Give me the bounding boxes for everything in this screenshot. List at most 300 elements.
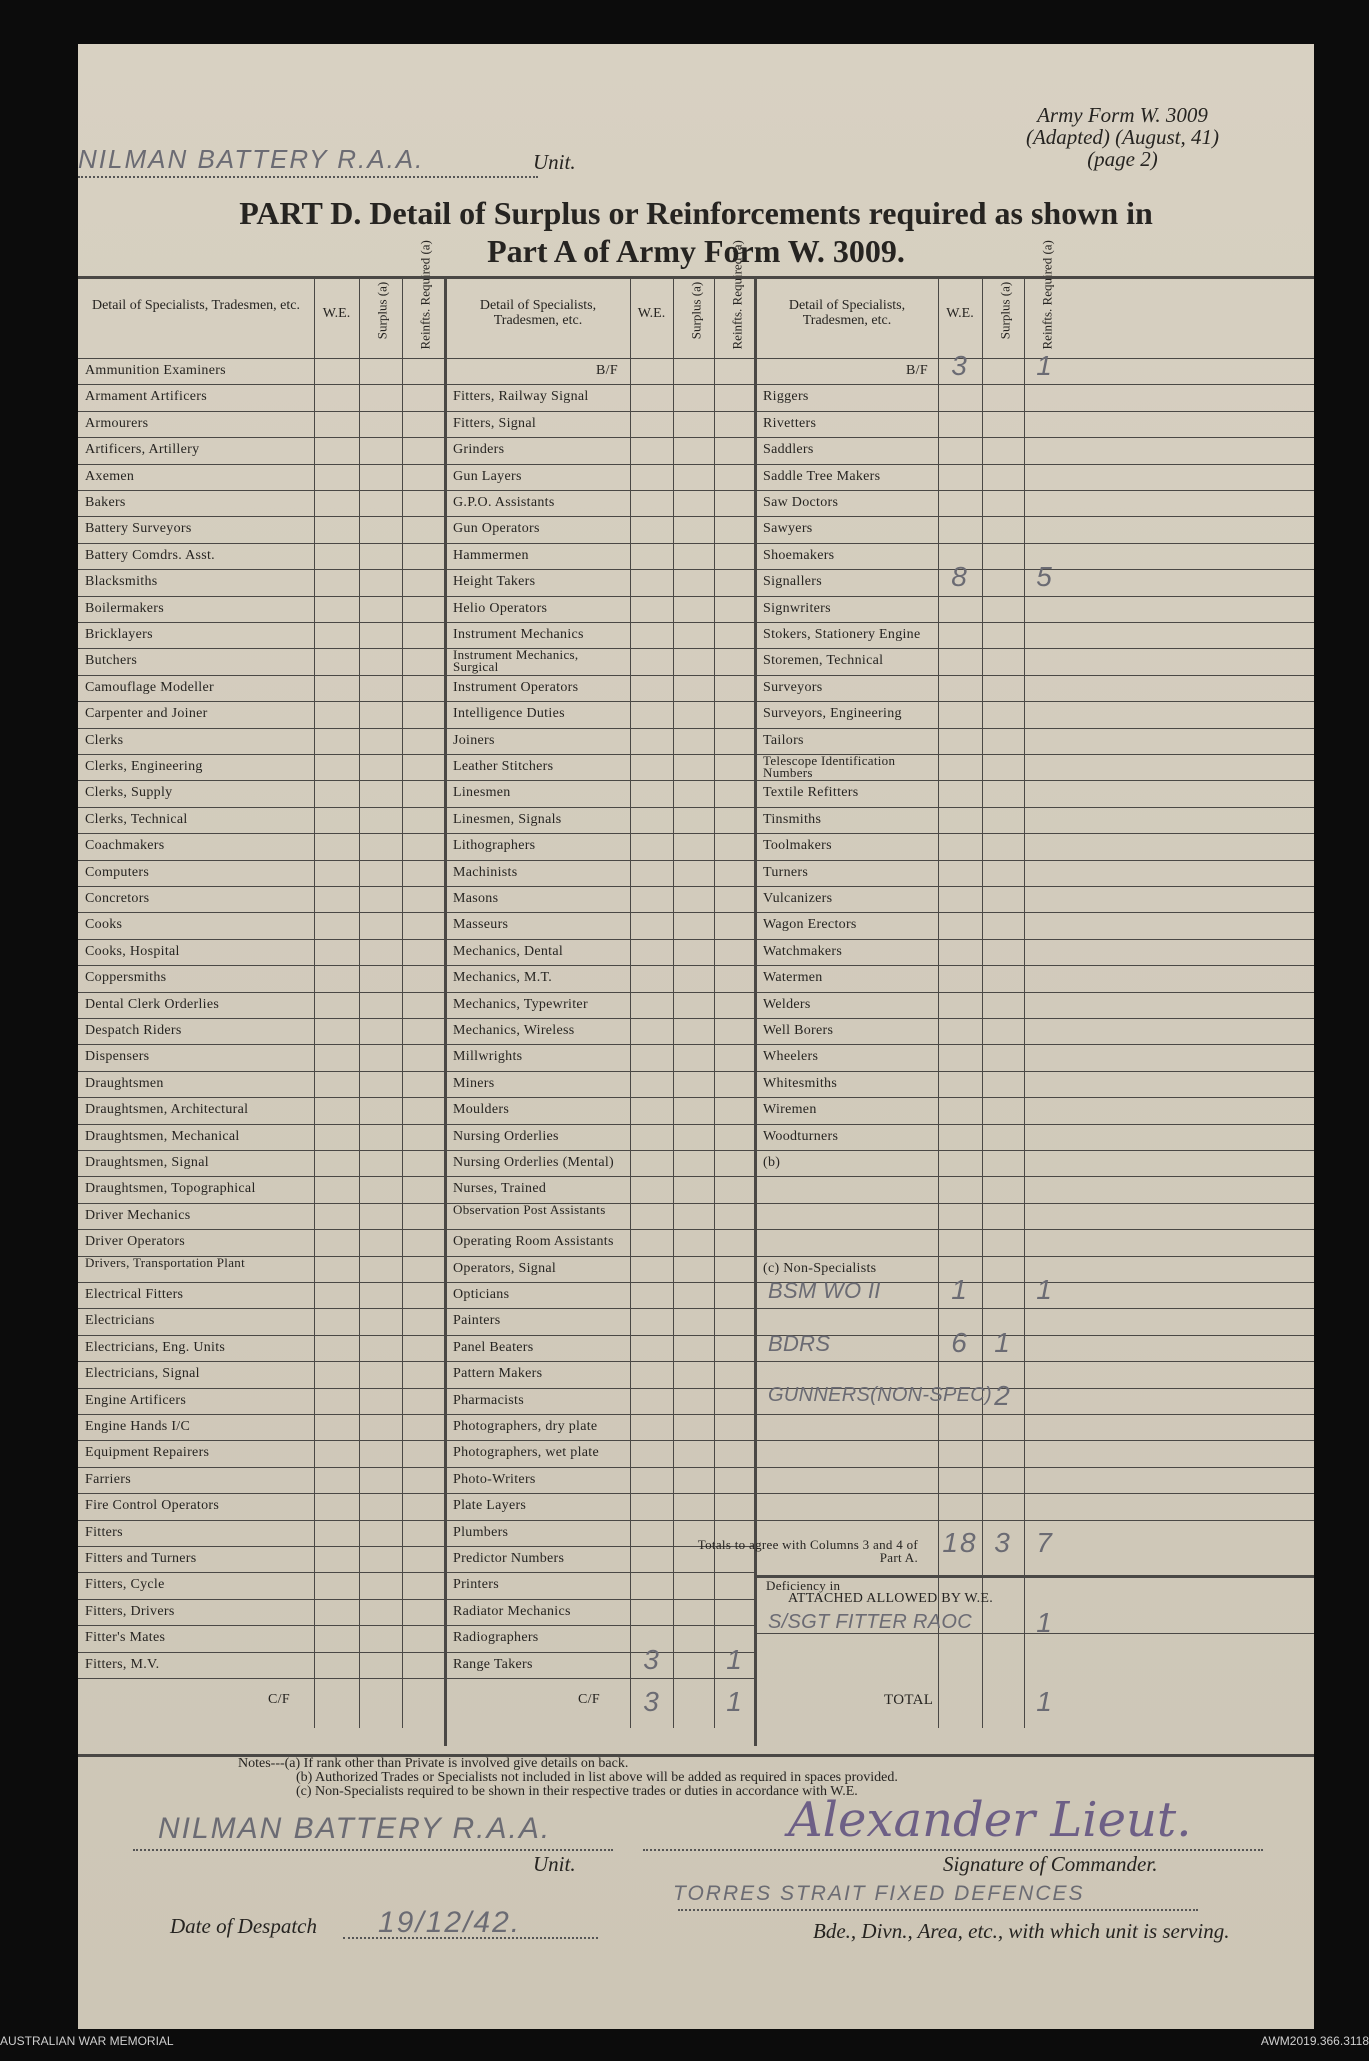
header-detail-2: Detail of Specialists, Tradesmen, etc. <box>479 298 597 328</box>
rule <box>78 1124 444 1125</box>
rule <box>446 939 754 940</box>
rule <box>756 622 1314 623</box>
rule <box>756 860 1314 861</box>
row-label: Saw Doctors <box>763 495 839 510</box>
row-label: Fitters, Cycle <box>85 1577 165 1593</box>
rule <box>78 1335 444 1336</box>
note-b: (b) Authorized Trades or Specialists not included in list above will be added as required in spaces provided. <box>296 1770 898 1785</box>
row-label: (b) <box>763 1155 781 1170</box>
rule <box>78 860 444 861</box>
row-label: Mechanics, Wireless <box>453 1023 575 1038</box>
rule <box>78 939 444 940</box>
row-label: Turners <box>763 864 809 880</box>
attached-reinfts: 1 <box>1036 1606 1054 1638</box>
unit-line <box>78 176 538 178</box>
form-number: Army Form W. 3009 <box>1037 103 1208 127</box>
rule <box>446 701 754 702</box>
rule <box>78 1414 444 1415</box>
row-label: Stokers, Stationery Engine <box>763 627 921 642</box>
total-reinfts: 7 <box>1036 1527 1054 1559</box>
column-divider <box>754 276 757 1746</box>
handwritten-we: 8 <box>951 561 969 593</box>
rule <box>446 1044 754 1045</box>
rule <box>78 965 444 966</box>
row-label: Cooks, Hospital <box>85 943 180 959</box>
row-label: Radiographers <box>453 1630 539 1646</box>
footer-unit-line <box>133 1849 613 1851</box>
rule <box>446 912 754 913</box>
rule <box>446 1097 754 1098</box>
rule <box>446 411 754 412</box>
row-label: Operating Room Assistants <box>453 1234 614 1250</box>
row-label: Fitters and Turners <box>85 1551 197 1566</box>
rule <box>756 833 1314 834</box>
row-label: Battery Comdrs. Asst. <box>85 547 215 563</box>
rule <box>78 754 444 755</box>
row-label: Wiremen <box>763 1102 817 1118</box>
row-label: Pattern Makers <box>453 1366 543 1382</box>
rule <box>446 543 754 544</box>
row-label: Mechanics, Typewriter <box>453 996 588 1012</box>
rule <box>756 965 1314 966</box>
rule <box>446 1308 754 1309</box>
row-label: Instrument Mechanics <box>453 627 584 642</box>
row-label: Fitters <box>85 1524 123 1540</box>
rule <box>756 411 1314 412</box>
row-label: Draughtsmen <box>85 1075 164 1091</box>
row-label: Bricklayers <box>85 627 153 642</box>
row-label: Photographers, wet plate <box>453 1445 599 1461</box>
row-label: Miners <box>453 1075 495 1091</box>
rule <box>756 648 1314 649</box>
rule <box>1024 276 1025 1728</box>
row-label: Wagon Erectors <box>763 917 857 933</box>
row-label: Intelligence Duties <box>453 706 565 722</box>
rule <box>446 886 754 887</box>
row-label: Draughtsmen, Signal <box>85 1155 209 1170</box>
row-label: Masons <box>453 891 499 906</box>
attached-entry: S/SGT FITTER RAOC <box>768 1610 972 1633</box>
rule <box>756 1361 1314 1362</box>
handwritten-reinfts: 1 <box>1036 1274 1054 1305</box>
rule <box>78 780 444 781</box>
archive-credit: AUSTRALIAN WAR MEMORIAL <box>0 2034 174 2048</box>
rule <box>446 833 754 834</box>
row-label: Fitter's Mates <box>85 1630 166 1646</box>
row-label: Saddle Tree Makers <box>763 468 881 484</box>
row-label: Nursing Orderlies (Mental) <box>453 1155 614 1170</box>
rule <box>314 276 315 1728</box>
row-label: Vulcanizers <box>763 891 833 906</box>
row-label: Watermen <box>763 970 823 986</box>
row-label: B/F <box>906 363 928 378</box>
date-label: Date of Despatch <box>170 1914 317 1938</box>
rule <box>78 1440 444 1441</box>
row-label: Instrument Operators <box>453 679 579 695</box>
row-label: Clerks, Technical <box>85 811 188 827</box>
row-label: Driver Mechanics <box>85 1207 191 1223</box>
rule <box>78 1308 444 1309</box>
row-label: Height Takers <box>453 574 536 590</box>
header-detail-1: Detail of Specialists, Tradesmen, etc. <box>91 298 301 313</box>
row-label: Carpenter and Joiner <box>85 706 208 722</box>
unit-label: Unit. <box>533 150 576 174</box>
row-label: Surveyors, Engineering <box>763 706 902 722</box>
row-label: Fire Control Operators <box>85 1498 220 1514</box>
rule <box>446 1414 754 1415</box>
rule <box>446 1150 754 1151</box>
rule <box>673 276 674 1728</box>
form-page: (page 2) <box>1087 147 1158 171</box>
rule <box>446 1493 754 1494</box>
row-label: Moulders <box>453 1102 510 1118</box>
footer-unit-value: NILMAN BATTERY R.A.A. <box>158 1812 552 1845</box>
row-label: Photographers, dry plate <box>453 1419 598 1434</box>
handwritten-we: 3 <box>951 350 969 381</box>
row-label: Battery Surveyors <box>85 521 192 537</box>
rule <box>756 384 1314 385</box>
row-label: Engine Hands I/C <box>85 1419 191 1434</box>
header-reinfts-3: Reinfts. Required (a) <box>1039 240 1055 350</box>
rule <box>446 860 754 861</box>
row-label: Welders <box>763 996 811 1012</box>
rule <box>756 1520 1314 1521</box>
rule <box>78 1176 444 1177</box>
table-top <box>78 276 1314 279</box>
rule <box>756 1229 1314 1230</box>
header-surplus-2: Surplus (a) <box>688 281 704 340</box>
rule <box>402 276 403 1728</box>
rule <box>446 780 754 781</box>
rule <box>78 1097 444 1098</box>
attached-label: ATTACHED ALLOWED BY W.E. <box>788 1590 994 1606</box>
rule <box>446 1176 754 1177</box>
header-reinfts-2: Reinfts. Required (a) <box>729 240 745 350</box>
row-label: Camouflage Modeller <box>85 679 214 695</box>
unit-value: NILMAN BATTERY R.A.A. <box>78 144 425 174</box>
rule <box>446 1678 754 1679</box>
row-label: Radiator Mechanics <box>453 1603 571 1619</box>
row-label: Gun Operators <box>453 521 540 537</box>
non-specialist-entry: GUNNERS(NON-SPEC) <box>768 1383 992 1406</box>
rule <box>446 1018 754 1019</box>
rule <box>78 1229 444 1230</box>
row-label: Butchers <box>85 653 138 669</box>
rule <box>756 780 1314 781</box>
rule <box>756 1018 1314 1019</box>
row-label: Rivetters <box>763 415 817 431</box>
header-we-2: W.E. <box>637 306 666 321</box>
rule <box>756 886 1314 887</box>
row-label: Equipment Repairers <box>85 1445 210 1461</box>
row-label: Signwriters <box>763 600 831 616</box>
row-label: Leather Stitchers <box>453 759 554 774</box>
rule <box>446 384 754 385</box>
rule <box>446 622 754 623</box>
header-we-3: W.E. <box>946 306 974 321</box>
row-label: Instrument Mechanics, Surgical <box>453 647 579 675</box>
row-label: Woodturners <box>763 1128 839 1144</box>
row-label: Surveyors <box>763 679 823 695</box>
row-label: Mechanics, M.T. <box>453 970 553 986</box>
date-value: 19/12/42. <box>378 1906 522 1939</box>
rule <box>630 276 631 1728</box>
row-label: Hammermen <box>453 547 529 563</box>
rule <box>446 516 754 517</box>
rule <box>756 1150 1314 1151</box>
rule <box>446 1071 754 1072</box>
rule <box>78 1652 444 1653</box>
rule <box>756 1176 1314 1177</box>
rule <box>756 912 1314 913</box>
rule <box>78 1282 444 1283</box>
row-label: Observation Post Assistants <box>453 1201 606 1217</box>
handwritten-reinfts: 1 <box>726 1643 744 1675</box>
rule <box>938 276 939 1728</box>
rule <box>756 1414 1314 1415</box>
grand-total: 1 <box>1036 1685 1054 1717</box>
row-label: Plumbers <box>453 1524 509 1540</box>
row-label: Despatch Riders <box>85 1023 182 1038</box>
rule <box>756 1440 1314 1441</box>
rule <box>446 1467 754 1468</box>
rule <box>756 1308 1314 1309</box>
rule <box>78 569 444 570</box>
rule <box>78 648 444 649</box>
rule <box>446 1256 754 1257</box>
row-label: Artificers, Artillery <box>85 442 200 458</box>
cf-label: C/F <box>268 1692 290 1707</box>
signature-label: Signature of Commander. <box>943 1852 1158 1876</box>
row-label: Ammunition Examiners <box>85 363 226 378</box>
header-surplus-3: Surplus (a) <box>997 281 1013 340</box>
rule <box>446 1124 754 1125</box>
rule <box>78 516 444 517</box>
row-label: Toolmakers <box>763 838 832 854</box>
rule <box>714 276 715 1728</box>
row-label: Draughtsmen, Mechanical <box>85 1128 240 1144</box>
cf-label: C/F <box>578 1692 600 1707</box>
part-title <box>78 194 1314 270</box>
archive-id: AWM2019.366.3118 <box>1260 2034 1369 2048</box>
row-label: Axemen <box>85 468 135 484</box>
handwritten-surplus: 1 <box>994 1326 1012 1358</box>
rule <box>78 490 444 491</box>
row-label: Opticians <box>453 1287 510 1302</box>
row-label: Panel Beaters <box>453 1339 534 1355</box>
column-divider <box>444 276 447 1746</box>
bde-label: Bde., Divn., Area, etc., with which unit is serving. <box>813 1919 1230 1943</box>
row-label: Electricians, Signal <box>85 1366 200 1382</box>
rule <box>78 1572 444 1573</box>
rule <box>78 1493 444 1494</box>
rule <box>78 728 444 729</box>
row-label: Coppersmiths <box>85 970 167 986</box>
rule <box>78 411 444 412</box>
rule <box>78 886 444 887</box>
row-label: B/F <box>596 363 618 378</box>
rule <box>78 1388 444 1389</box>
rule <box>78 464 444 465</box>
handwritten-reinfts: 1 <box>726 1685 744 1717</box>
row-label: Painters <box>453 1313 501 1329</box>
row-label: Saddlers <box>763 442 814 458</box>
row-label: Plate Layers <box>453 1498 527 1514</box>
row-label: Clerks, Engineering <box>85 759 203 774</box>
row-label: Linesmen, Signals <box>453 811 562 827</box>
rule <box>756 1256 1314 1257</box>
rule <box>446 1625 754 1626</box>
total-surplus: 3 <box>994 1527 1012 1559</box>
rule <box>446 464 754 465</box>
row-label: Electricians, Eng. Units <box>85 1339 226 1355</box>
header-we-1: W.E. <box>322 306 351 321</box>
handwritten-surplus: 2 <box>994 1379 1012 1411</box>
rule <box>446 754 754 755</box>
rule <box>78 1625 444 1626</box>
rule <box>78 1361 444 1362</box>
deficiency-label: Deficiency in <box>766 1577 841 1593</box>
row-label: Tinsmiths <box>763 811 822 827</box>
rule <box>446 1652 754 1653</box>
row-label: Tailors <box>763 732 804 748</box>
row-label: Telescope Identification Numbers <box>763 753 896 780</box>
non-specialist-entry: BSM WO II <box>768 1278 881 1303</box>
rule <box>446 1599 754 1600</box>
row-label: Fitters, M.V. <box>85 1656 160 1672</box>
rule <box>756 675 1314 676</box>
rule <box>756 543 1314 544</box>
rule <box>78 701 444 702</box>
bde-value: TORRES STRAIT FIXED DEFENCES <box>673 1882 1085 1905</box>
row-label: Sawyers <box>763 521 813 537</box>
rule <box>756 1493 1314 1494</box>
rule <box>446 1335 754 1336</box>
row-label: Signallers <box>763 574 822 590</box>
handwritten-we: 6 <box>951 1326 969 1358</box>
rule <box>78 1018 444 1019</box>
total-we: 18 <box>942 1527 978 1559</box>
row-label: Dental Clerk Orderlies <box>85 996 220 1012</box>
handwritten-we: 1 <box>951 1274 969 1305</box>
rule <box>446 1229 754 1230</box>
row-label: Range Takers <box>453 1656 533 1672</box>
row-label: Well Borers <box>763 1023 834 1038</box>
rule <box>78 1599 444 1600</box>
rule <box>78 912 444 913</box>
row-label: Machinists <box>453 864 518 880</box>
rule <box>756 1203 1314 1204</box>
rule <box>78 1467 444 1468</box>
row-label: Computers <box>85 864 150 880</box>
rule <box>78 596 444 597</box>
row-label: Farriers <box>85 1471 131 1487</box>
rule <box>446 992 754 993</box>
row-label: Armourers <box>85 415 149 431</box>
header-surplus-1: Surplus (a) <box>374 281 390 340</box>
note-a: Notes---(a) If rank other than Private is involved give details on back. <box>238 1756 629 1771</box>
rule <box>446 437 754 438</box>
rule <box>78 622 444 623</box>
rule <box>78 1546 444 1547</box>
total-label: TOTAL <box>884 1692 934 1708</box>
row-label: Boilermakers <box>85 600 165 616</box>
rule <box>756 1124 1314 1125</box>
rule <box>78 543 444 544</box>
rule <box>78 807 444 808</box>
row-label: Gun Layers <box>453 468 522 484</box>
rule <box>756 939 1314 940</box>
rule <box>756 437 1314 438</box>
row-label: Printers <box>453 1577 499 1593</box>
row-label: Blacksmiths <box>85 574 158 590</box>
rule <box>78 1203 444 1204</box>
row-label: Electrical Fitters <box>85 1287 184 1302</box>
note-c: (c) Non-Specialists required to be shown in their respective trades or duties in accordance with W.E. <box>296 1784 858 1799</box>
rule <box>78 833 444 834</box>
row-label: Masseurs <box>453 917 509 933</box>
rule <box>446 1520 754 1521</box>
rule <box>982 276 983 1728</box>
row-label: Joiners <box>453 732 495 748</box>
row-label: Predictor Numbers <box>453 1551 565 1566</box>
rule <box>446 728 754 729</box>
rule <box>756 1335 1314 1336</box>
form-reference <box>1026 104 1219 170</box>
rule <box>756 1044 1314 1045</box>
signature-line <box>643 1849 1263 1851</box>
rule <box>78 1520 444 1521</box>
rule <box>446 1572 754 1573</box>
row-label: Draughtsmen, Topographical <box>85 1181 256 1197</box>
handwritten-we: 3 <box>643 1643 661 1675</box>
rule <box>756 490 1314 491</box>
rule <box>446 1440 754 1441</box>
rule <box>78 437 444 438</box>
row-label: Electricians <box>85 1313 155 1329</box>
row-label: Drivers, Transportation Plant <box>85 1254 246 1270</box>
rule <box>446 1282 754 1283</box>
title-line-1: PART D. Detail of Surplus or Reinforcements required as shown in <box>239 195 1153 231</box>
handwritten-reinfts: 5 <box>1036 561 1054 593</box>
header-detail-3: Detail of Specialists, Tradesmen, etc. <box>788 298 906 328</box>
rule <box>78 992 444 993</box>
rule <box>756 1467 1314 1468</box>
row-label: Concretors <box>85 891 150 906</box>
footer-unit-label: Unit. <box>533 1852 576 1876</box>
rule <box>446 675 754 676</box>
row-label: Driver Operators <box>85 1234 186 1250</box>
row-label: Clerks, Supply <box>85 785 173 801</box>
rule <box>756 516 1314 517</box>
rule <box>446 596 754 597</box>
rule <box>78 1044 444 1045</box>
row-label: Watchmakers <box>763 943 843 959</box>
row-label: Nurses, Trained <box>453 1181 547 1197</box>
rule <box>756 992 1314 993</box>
row-label: Storemen, Technical <box>763 653 884 669</box>
row-label: Pharmacists <box>453 1392 524 1408</box>
rule <box>78 1071 444 1072</box>
row-label: Cooks <box>85 917 123 933</box>
row-label: Grinders <box>453 442 505 458</box>
rule <box>756 728 1314 729</box>
row-label: Wheelers <box>763 1049 819 1065</box>
row-label: Fitters, Railway Signal <box>453 389 589 405</box>
row-label: Shoemakers <box>763 547 835 563</box>
row-label: Clerks <box>85 732 124 748</box>
row-label: Linesmen <box>453 785 511 801</box>
